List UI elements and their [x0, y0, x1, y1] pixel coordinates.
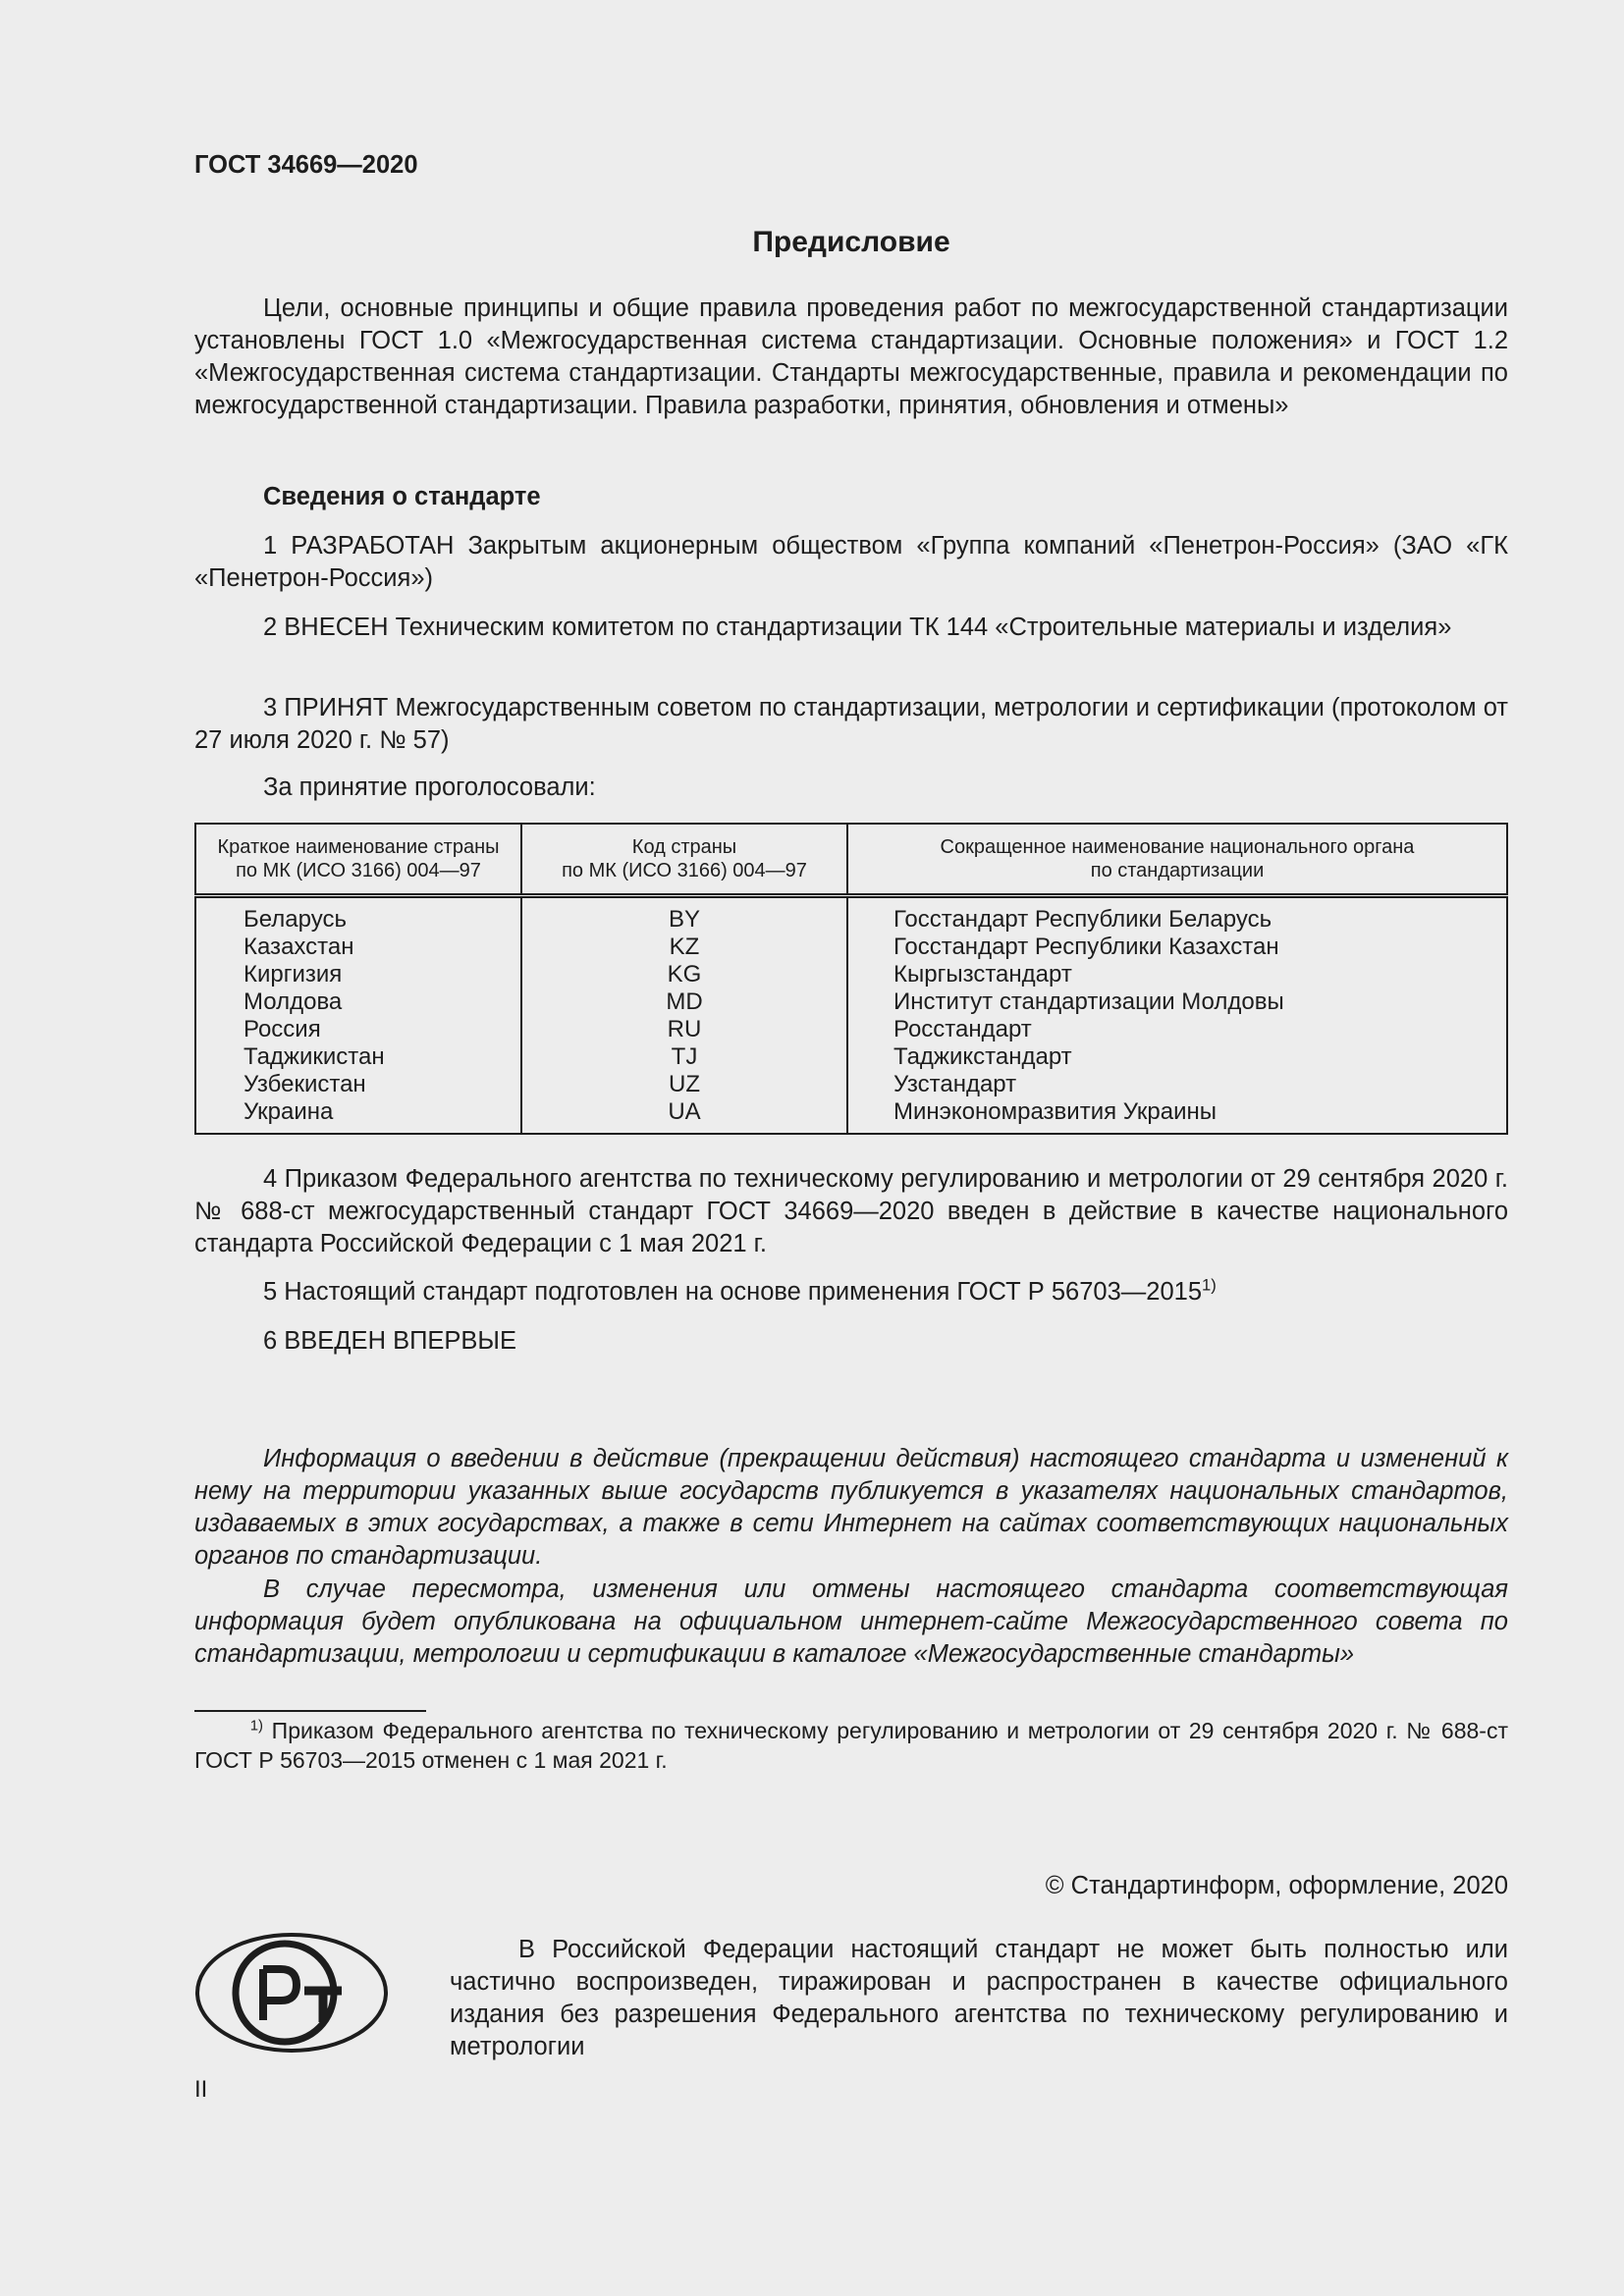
footnote-indent	[194, 1716, 263, 1745]
item-1: 1 РАЗРАБОТАН Закрытым акционерным обществом «Группа компаний «Пенетрон-Россия» (ЗАО «ГК «Пенетрон-Россия»)	[194, 532, 1508, 592]
body-column	[847, 896, 1507, 1135]
header-body-line1: Сокращенное наименование национального органа	[940, 836, 1415, 858]
country-name: Беларусь	[244, 906, 347, 933]
standards-body: Кыргызстандарт	[893, 961, 1072, 988]
country-name: Таджикистан	[244, 1043, 385, 1070]
country-code: UZ	[669, 1071, 700, 1097]
page-title: Предисловие	[752, 226, 950, 258]
table-header-row	[195, 824, 1507, 896]
country-code: UA	[668, 1098, 701, 1125]
page-number: II	[194, 2076, 208, 2103]
header-country	[195, 824, 521, 896]
header-body-line2: по стандартизации	[1090, 860, 1265, 881]
footnote-divider	[194, 1710, 426, 1712]
document-number: ГОСТ 34669—2020	[194, 151, 418, 179]
copyright: © Стандартинформ, оформление, 2020	[1045, 1872, 1508, 1899]
footnote	[194, 1716, 1508, 1775]
header-country-line1: Краткое наименование страны	[217, 836, 500, 858]
country-name: Молдова	[244, 988, 343, 1015]
header-code	[521, 824, 847, 896]
item-3: 3 ПРИНЯТ Межгосударственным советом по стандартизации, метрологии и сертификации (протоколом от 27 июля 2020 г. № 57)	[194, 694, 1508, 754]
info-notice-2: В случае пересмотра, изменения или отмены настоящего стандарта соответствующая информация будет опубликована на официальном интернет-сайте Межгосударственного совета по стандартизации, метрологии и сертификации в каталоге «Межгосударственные стандарты»	[194, 1575, 1508, 1668]
copyright-notice: В Российской Федерации настоящий стандарт не может быть полностью или частично воспроизведен, тиражирован и распространен в качестве официального издания без разрешения Федерального агентства по техническому регулированию и метрологии	[450, 1936, 1508, 2060]
standards-body: Таджикстандарт	[893, 1043, 1072, 1070]
country-name: Украина	[244, 1098, 334, 1125]
code-column	[521, 896, 847, 1135]
footnote-marker: 1)	[249, 1717, 263, 1735]
header-code-line2: по МК (ИСО 3166) 004—97	[562, 860, 807, 881]
rst-logo-icon	[194, 1932, 389, 2054]
country-code: MD	[666, 988, 703, 1015]
standards-body: Минэкономразвития Украины	[893, 1098, 1218, 1125]
footnote-ref[interactable]: 1)	[1202, 1275, 1217, 1295]
item-6: 6 ВВЕДЕН ВПЕРВЫЕ	[263, 1327, 517, 1355]
table-body-row	[195, 896, 1507, 1135]
header-body	[847, 824, 1507, 896]
country-code: KG	[667, 961, 702, 988]
country-name: Киргизия	[244, 961, 343, 988]
country-column	[195, 896, 521, 1135]
intro-paragraph: Цели, основные принципы и общие правила проведения работ по межгосударственной стандартизации установлены ГОСТ 1.0 «Межгосударственная система стандартизации. Основные положения» и ГОСТ 1.2 «Межгосударственная система стандартизации. Стандарты межгосударственные, правила и рекомендации по межгосударственной стандартизации. Правила разработки, принятия, обновления и отмены»	[194, 294, 1508, 419]
country-name: Узбекистан	[244, 1071, 366, 1097]
item-2: 2 ВНЕСЕН Техническим комитетом по стандартизации ТК 144 «Строительные материалы и изделия»	[263, 614, 1452, 641]
country-code: BY	[668, 906, 700, 933]
standards-body: Институт стандартизации Молдовы	[893, 988, 1284, 1015]
standards-body: Госстандарт Республики Казахстан	[893, 934, 1279, 960]
country-code: KZ	[669, 934, 700, 960]
vote-label: За принятие проголосовали:	[263, 774, 596, 801]
countries-table	[194, 823, 1508, 1135]
country-code: TJ	[671, 1043, 698, 1070]
info-notice-1: Информация о введении в действие (прекращении действия) настоящего стандарта и изменений к нему на территории указанных выше государств публикуется в указателях национальных стандартов, издаваемых в этих государствах, а также в сети Интернет на сайтах соответствующих национальных органов по стандартизации.	[194, 1445, 1508, 1570]
country-code: RU	[667, 1016, 702, 1042]
standards-body: Росстандарт	[893, 1016, 1032, 1042]
item-5	[194, 1276, 1508, 1308]
country-name: Казахстан	[244, 934, 354, 960]
standards-body: Госстандарт Республики Беларусь	[893, 906, 1272, 933]
header-code-line1: Код страны	[631, 836, 737, 858]
info-heading: Сведения о стандарте	[263, 483, 541, 510]
country-name: Россия	[244, 1016, 321, 1042]
header-country-line2: по МК (ИСО 3166) 004—97	[236, 860, 481, 881]
item-5-text: 5 Настоящий стандарт подготовлен на основе применения ГОСТ Р 56703—2015	[263, 1278, 1203, 1306]
item-4: 4 Приказом Федерального агентства по техническому регулированию и метрологии от 29 сентября 2020 г. № 688-ст межгосударственный стандарт ГОСТ 34669—2020 введен в действие в качестве национального стандарта Российской Федерации с 1 мая 2021 г.	[194, 1165, 1508, 1257]
standards-body: Узстандарт	[893, 1071, 1017, 1097]
footnote-text: Приказом Федерального агентства по техническому регулированию и метрологии от 29 сентября 2020 г. № 688-ст ГОСТ Р 56703—2015 отменен с 1 мая 2021 г.	[194, 1718, 1508, 1773]
